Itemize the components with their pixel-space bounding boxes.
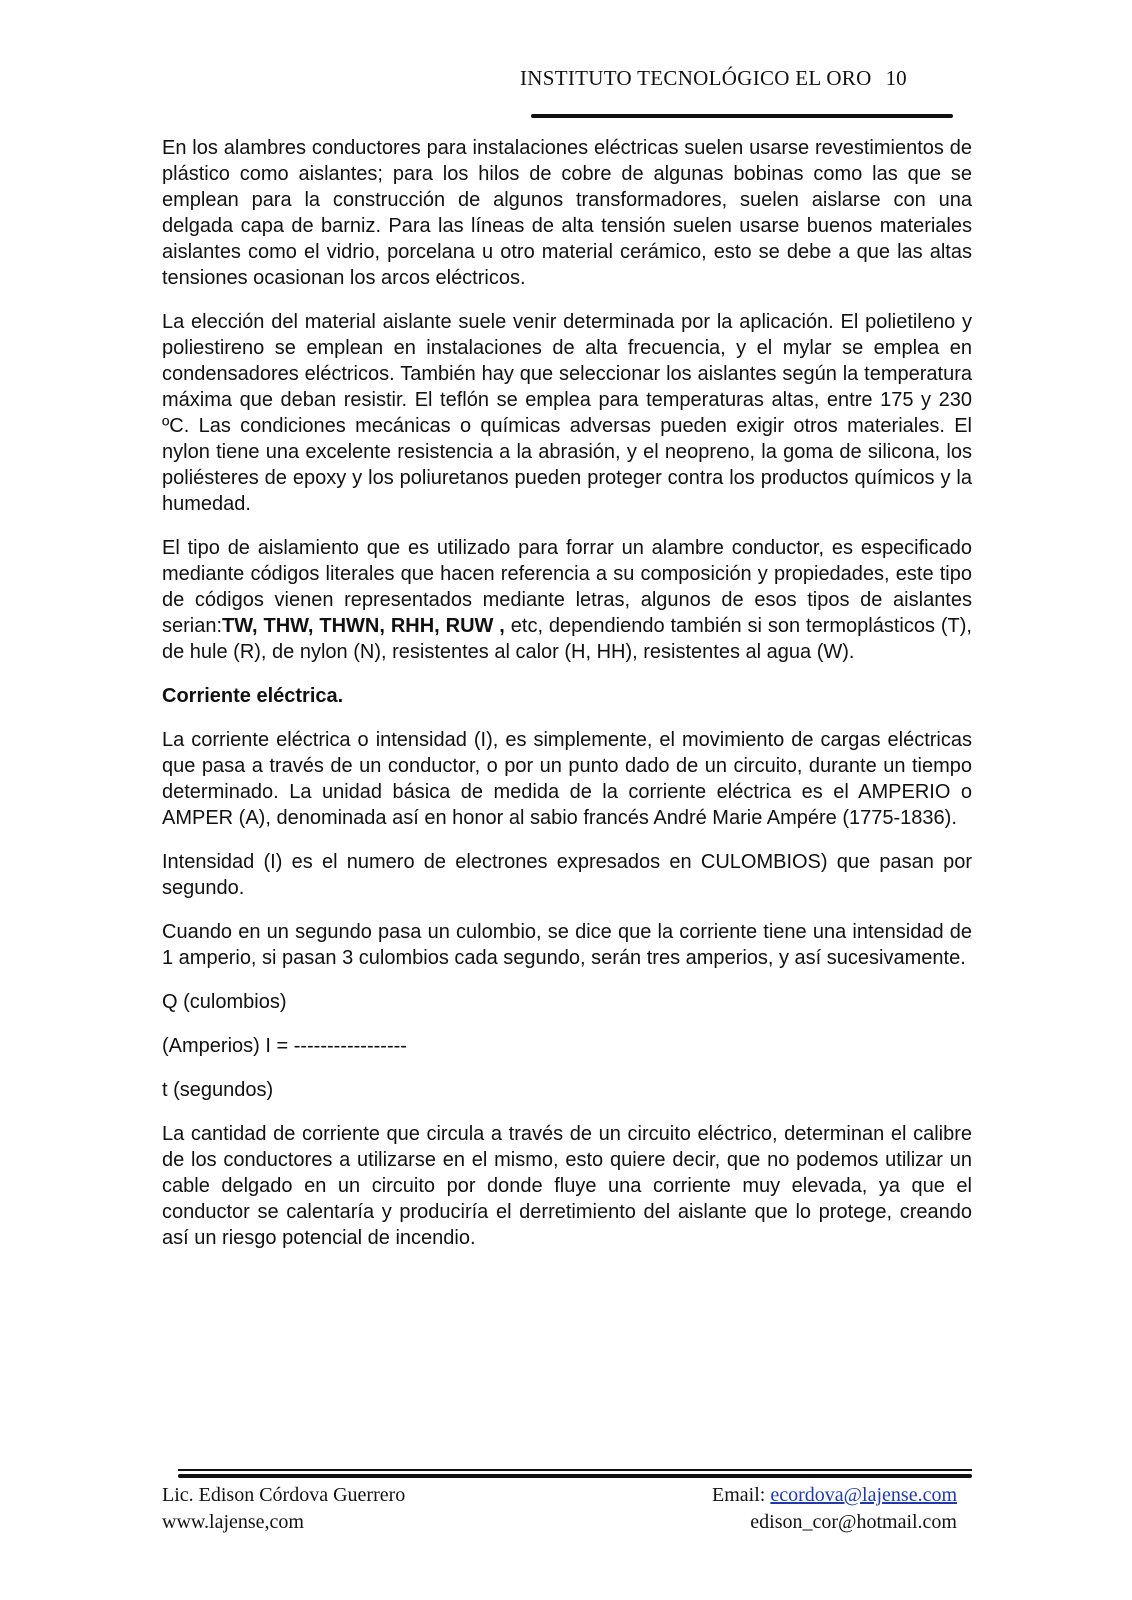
section-heading-current: Corriente eléctrica. [162, 685, 344, 707]
formula-numerator: Q (culombios) [162, 991, 287, 1013]
paragraph-insulation-codes [162, 535, 972, 665]
paragraph-coulomb-example: Cuando en un segundo pasa un culombio, se dice que la corriente tiene una intensidad de 1 amperio, si pasan 3 culombios cada segundo, serán tres amperios, y así sucesivamente. [162, 921, 972, 969]
footer-author: Lic. Edison Córdova Guerrero [162, 1484, 406, 1506]
page-header [520, 66, 980, 91]
page-number: 10 [885, 66, 907, 90]
paragraph-insulated-wires: En los alambres conductores para instalaciones eléctricas suelen usarse revestimientos de plástico como aislantes; para los hilos de cobre de algunas bobinas como las que se emplean para la construcción de algunos transformadores, suelen aislarse con una delgada capa de barniz. Para las líneas de alta tensión suelen usarse buenos materiales aislantes como el vidrio, porcelana u otro material cerámico, esto se debe a que las altas tensiones ocasionan los arcos eléctricos. [162, 137, 972, 289]
footer-divider-thin [178, 1469, 972, 1471]
email-link[interactable]: ecordova@lajense.com [770, 1484, 957, 1506]
paragraph-conductor-gauge: La cantidad de corriente que circula a través de un circuito eléctrico, determinan el calibre de los conductores a utilizarse en el mismo, esto quiere decir, que no podemos utilizar un cable delgado en un circuito por donde fluye una corriente muy elevada, ya que el conductor se calentaría y produciría el derretimiento del aislante que lo protege, creando así un riesgo potencial de incendio. [162, 1123, 972, 1249]
page-footer [162, 1482, 957, 1536]
footer-website: www.lajense,com [162, 1511, 304, 1533]
formula-equation: (Amperios) I = ----------------- [162, 1035, 407, 1057]
document-body [162, 135, 972, 1269]
email-label: Email: [712, 1484, 771, 1506]
paragraph-current-definition: La corriente eléctrica o intensidad (I), es simplemente, el movimiento de cargas eléctricas que pasa a través de un conductor, o por un punto dado de un circuito, durante un tiempo determinado. La unidad básica de medida de la corriente eléctrica es el AMPERIO o AMPER (A), denominada así en honor al sabio francés André Marie Ampére (1775-1836). [162, 729, 972, 829]
footer-email [712, 1482, 957, 1509]
paragraph-insulator-selection: La elección del material aislante suele venir determinada por la aplicación. El polietileno y poliestireno se emplean en instalaciones de alta frecuencia, y el mylar se emplea en condensadores eléctricos. También hay que seleccionar los aislantes según la temperatura máxima que deban resistir. El teflón se emplea para temperaturas altas, entre 175 y 230 ºC. Las condiciones mecánicas o químicas adversas pueden exigir otros materiales. El nylon tiene una excelente resistencia a la abrasión, y el neopreno, la goma de silicona, los poliésteres de epoxy y los poliuretanos pueden proteger contra los productos químicos y la humedad. [162, 311, 972, 515]
formula-denominator: t (segundos) [162, 1079, 274, 1101]
footer-email-alt: edison_cor@hotmail.com [750, 1511, 957, 1533]
codes-intro: El tipo de aislamiento que es utilizado para forrar un alambre conductor, es especificado mediante códigos literales que hacen referencia a su composición y propiedades, este tipo de códigos vienen representados mediante letras, algunos de esos tipos de aislantes serian: [162, 537, 972, 637]
codes-outro: etc, dependiendo también si son termoplásticos (T), de hule (R), de nylon (N), resistentes al calor (H, HH), resistentes al agua (W). [162, 615, 972, 663]
header-divider [531, 114, 953, 118]
header-title: INSTITUTO TECNOLÓGICO EL ORO [520, 66, 872, 90]
footer-divider-thick [178, 1474, 972, 1478]
codes-list: TW, THW, THWN, RHH, RUW , [222, 615, 505, 637]
paragraph-intensity: Intensidad (I) es el numero de electrones expresados en CULOMBIOS) que pasan por segundo. [162, 851, 972, 899]
